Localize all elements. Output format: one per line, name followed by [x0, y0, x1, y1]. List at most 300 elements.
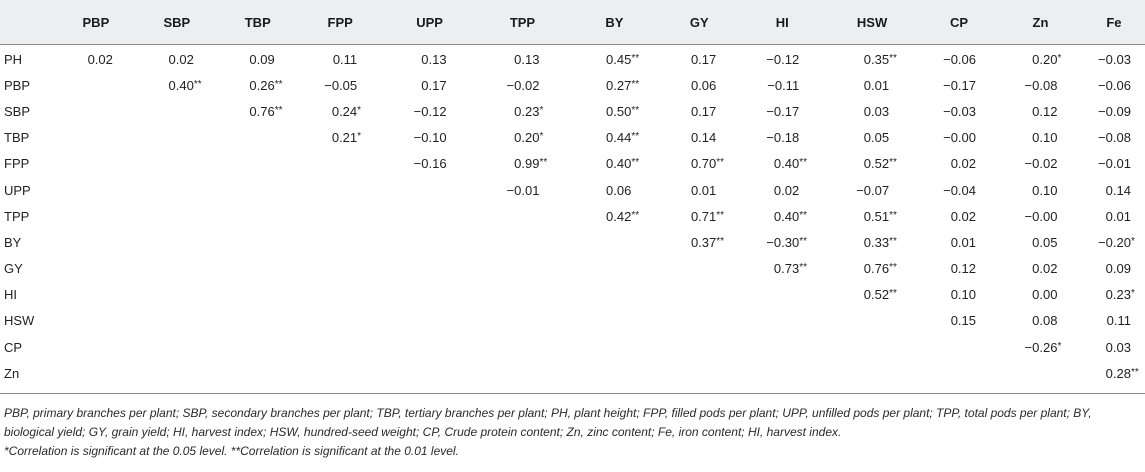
correlation-value: −0.18 — [766, 130, 800, 146]
correlation-value: 0.02 — [950, 208, 977, 224]
correlation-value: −0.01 — [1098, 156, 1131, 172]
correlation-cell — [998, 256, 1083, 282]
correlation-value: −0.06 — [1098, 77, 1131, 93]
correlation-cell — [920, 151, 998, 177]
correlation-value: 0.20 — [1032, 51, 1058, 67]
correlation-cell — [824, 334, 920, 360]
correlation-value: 0.42 — [606, 208, 632, 224]
correlation-cell — [220, 360, 296, 386]
correlation-cell — [296, 360, 385, 386]
correlation-value: −0.02 — [1024, 156, 1058, 172]
correlation-value: 0.17 — [690, 103, 717, 119]
correlation-cell — [1083, 125, 1145, 151]
correlation-value: 0.08 — [1032, 313, 1058, 329]
corner-header — [0, 0, 58, 44]
significance-mark: * — [539, 131, 544, 143]
correlation-cell — [475, 151, 571, 177]
correlation-cell — [658, 229, 740, 255]
correlation-cell — [998, 72, 1083, 98]
correlation-value: 0.10 — [950, 287, 977, 303]
correlation-cell — [740, 308, 824, 334]
correlation-cell — [658, 72, 740, 98]
table-header-row — [0, 0, 1145, 44]
correlation-cell — [58, 177, 134, 203]
correlation-value: 0.01 — [863, 77, 890, 93]
correlation-cell — [1083, 308, 1145, 334]
correlation-value: 0.02 — [950, 156, 977, 172]
correlation-cell — [220, 177, 296, 203]
correlation-cell — [920, 282, 998, 308]
correlation-cell — [220, 151, 296, 177]
table-row — [0, 44, 1145, 72]
correlation-value: −0.26 — [1024, 339, 1058, 355]
correlation-cell — [58, 229, 134, 255]
significance-mark: ** — [799, 157, 807, 169]
correlation-value: −0.01 — [506, 182, 540, 198]
row-label: TPP — [4, 208, 30, 224]
correlation-cell — [220, 334, 296, 360]
correlation-cell — [58, 256, 134, 282]
significance-mark: ** — [1130, 366, 1139, 378]
correlation-cell — [220, 282, 296, 308]
correlation-value: −0.04 — [943, 182, 977, 198]
correlation-value: −0.12 — [413, 103, 447, 119]
correlation-cell — [920, 177, 998, 203]
correlation-cell — [220, 44, 296, 72]
table-row — [0, 256, 1145, 282]
column-header-tpp: TPP — [509, 14, 536, 30]
correlation-value: 0.02 — [168, 51, 194, 67]
column-header-pbp: PBP — [82, 14, 110, 30]
correlation-cell — [385, 151, 475, 177]
correlation-value: −0.03 — [943, 103, 977, 119]
table-row — [0, 151, 1145, 177]
correlation-cell — [296, 203, 385, 229]
correlation-value: 0.17 — [690, 51, 717, 67]
correlation-cell — [570, 229, 658, 255]
significance-mark: ** — [631, 52, 640, 64]
correlation-value: 0.03 — [1105, 339, 1131, 355]
correlation-cell — [920, 334, 998, 360]
correlation-cell — [998, 360, 1083, 386]
correlation-cell — [475, 334, 571, 360]
correlation-cell — [1083, 72, 1145, 98]
correlation-cell — [740, 282, 824, 308]
column-header-by: BY — [605, 14, 624, 30]
row-label: PBP — [4, 77, 31, 93]
correlation-cell — [134, 308, 220, 334]
correlation-cell — [58, 44, 134, 72]
correlation-cell — [134, 125, 220, 151]
correlation-cell — [385, 229, 475, 255]
correlation-cell — [1083, 360, 1145, 386]
correlation-value: 0.40 — [773, 208, 800, 224]
correlation-value: 0.12 — [950, 261, 977, 277]
table-row — [0, 98, 1145, 124]
row-label: HI — [4, 287, 17, 303]
correlation-cell — [570, 203, 658, 229]
correlation-value: 0.23 — [514, 103, 540, 119]
significance-mark: ** — [631, 131, 640, 143]
correlation-cell — [58, 151, 134, 177]
correlation-cell — [475, 308, 571, 334]
table-row — [0, 360, 1145, 386]
correlation-value: −0.09 — [1098, 103, 1131, 119]
correlation-value: 0.37 — [690, 234, 717, 250]
significance-mark: ** — [274, 104, 283, 116]
correlation-cell — [658, 334, 740, 360]
correlation-cell — [1083, 282, 1145, 308]
correlation-value: 0.09 — [1105, 261, 1131, 277]
correlation-cell — [475, 98, 571, 124]
correlation-cell — [134, 282, 220, 308]
correlation-value: −0.03 — [1098, 51, 1131, 67]
correlation-value: 0.01 — [1105, 208, 1131, 224]
correlation-cell — [475, 203, 571, 229]
correlation-cell — [220, 203, 296, 229]
correlation-cell — [570, 151, 658, 177]
correlation-cell — [824, 229, 920, 255]
correlation-cell — [1083, 177, 1145, 203]
correlation-cell — [58, 125, 134, 151]
correlation-cell — [570, 308, 658, 334]
correlation-cell — [220, 229, 296, 255]
correlation-value: 0.13 — [514, 51, 540, 67]
correlation-value: 0.76 — [863, 261, 890, 277]
correlation-cell — [385, 360, 475, 386]
column-header-hi: HI — [775, 14, 789, 30]
correlation-value: 0.71 — [690, 208, 717, 224]
correlation-cell — [134, 360, 220, 386]
significance-mark: ** — [631, 104, 640, 116]
correlation-value: 0.70 — [690, 156, 717, 172]
correlation-value: −0.30 — [766, 234, 800, 250]
correlation-cell — [740, 72, 824, 98]
correlation-value: −0.00 — [943, 130, 977, 146]
correlation-cell — [385, 72, 475, 98]
correlation-cell — [1083, 151, 1145, 177]
correlation-cell — [824, 256, 920, 282]
correlation-cell — [998, 98, 1083, 124]
correlation-value: −0.16 — [413, 156, 447, 172]
correlation-cell — [998, 151, 1083, 177]
correlation-cell — [920, 229, 998, 255]
correlation-value: −0.07 — [856, 182, 890, 198]
column-header-gy: GY — [689, 14, 709, 30]
correlation-cell — [824, 282, 920, 308]
significance-mark: * — [1057, 52, 1062, 64]
correlation-value: 0.09 — [249, 51, 275, 67]
significance-mark: ** — [716, 209, 725, 221]
significance-mark: * — [357, 104, 362, 116]
correlation-cell — [220, 72, 296, 98]
correlation-value: 0.03 — [863, 103, 890, 119]
correlation-value: 0.40 — [168, 77, 194, 93]
correlation-value: 0.40 — [773, 156, 800, 172]
correlation-cell — [296, 282, 385, 308]
correlation-value: 0.23 — [1105, 287, 1131, 303]
correlation-cell — [998, 125, 1083, 151]
correlation-cell — [385, 44, 475, 72]
significance-mark: ** — [193, 78, 202, 90]
correlation-value: −0.06 — [943, 51, 977, 67]
correlation-value: 0.45 — [606, 51, 632, 67]
correlation-cell — [296, 177, 385, 203]
correlation-value: 0.51 — [863, 208, 890, 224]
correlation-value: 0.40 — [606, 156, 632, 172]
correlation-value: 0.10 — [1032, 130, 1058, 146]
correlation-cell — [296, 98, 385, 124]
significance-mark: * — [1057, 340, 1062, 352]
row-label: UPP — [4, 182, 31, 198]
significance-mark: * — [1130, 288, 1135, 300]
correlation-value: 0.11 — [332, 51, 358, 67]
column-header-sbp: SBP — [163, 14, 191, 30]
correlation-cell — [475, 229, 571, 255]
correlation-value: 0.50 — [606, 103, 632, 119]
correlation-cell — [824, 308, 920, 334]
correlation-cell — [570, 72, 658, 98]
correlation-cell — [385, 334, 475, 360]
correlation-cell — [385, 308, 475, 334]
correlation-cell — [658, 256, 740, 282]
correlation-cell — [658, 125, 740, 151]
column-header-fe: Fe — [1106, 14, 1122, 30]
correlation-cell — [475, 72, 571, 98]
correlation-cell — [998, 308, 1083, 334]
correlation-cell — [58, 72, 134, 98]
row-label: CP — [4, 339, 23, 355]
correlation-value: −0.08 — [1098, 130, 1131, 146]
correlation-cell — [998, 282, 1083, 308]
table-row — [0, 72, 1145, 98]
table-row — [0, 229, 1145, 255]
significance-mark: ** — [799, 209, 807, 221]
correlation-value: 0.05 — [1032, 234, 1058, 250]
correlation-cell — [740, 334, 824, 360]
row-label: FPP — [4, 156, 30, 172]
correlation-cell — [740, 256, 824, 282]
correlation-cell — [998, 229, 1083, 255]
correlation-cell — [658, 44, 740, 72]
correlation-value: −0.17 — [943, 77, 977, 93]
correlation-cell — [296, 308, 385, 334]
correlation-cell — [220, 256, 296, 282]
correlation-cell — [134, 177, 220, 203]
correlation-cell — [920, 203, 998, 229]
significance-mark: ** — [631, 78, 640, 90]
correlation-cell — [296, 334, 385, 360]
correlation-value: 0.10 — [1032, 182, 1058, 198]
significance-mark: ** — [889, 288, 897, 300]
significance-mark: * — [1130, 235, 1135, 247]
correlation-cell — [220, 125, 296, 151]
correlation-value: 0.27 — [606, 77, 632, 93]
correlation-cell — [920, 308, 998, 334]
row-label: PH — [4, 51, 23, 67]
correlation-value: 0.52 — [863, 156, 890, 172]
correlation-cell — [658, 308, 740, 334]
correlation-value: 0.76 — [249, 103, 275, 119]
correlation-value: 0.15 — [950, 313, 977, 329]
correlation-cell — [740, 151, 824, 177]
correlation-cell — [920, 44, 998, 72]
significance-mark: ** — [889, 157, 897, 169]
correlation-value: 0.00 — [1032, 287, 1058, 303]
correlation-cell — [58, 360, 134, 386]
correlation-cell — [740, 203, 824, 229]
column-header-zn: Zn — [1032, 14, 1049, 30]
correlation-value: −0.08 — [1024, 77, 1058, 93]
significance-mark: ** — [274, 78, 283, 90]
significance-note: *Correlation is significant at the 0.05 level. **Correlation is significant at the 0.01 level. — [4, 444, 459, 458]
correlation-cell — [570, 256, 658, 282]
correlation-cell — [296, 256, 385, 282]
correlation-value: −0.00 — [1024, 208, 1058, 224]
correlation-value: 0.73 — [773, 261, 800, 277]
table-row — [0, 308, 1145, 334]
correlation-cell — [570, 177, 658, 203]
correlation-value: 0.06 — [690, 77, 717, 93]
significance-mark: ** — [889, 262, 897, 274]
correlation-cell — [570, 98, 658, 124]
correlation-value: 0.02 — [87, 51, 113, 67]
correlation-value: 0.14 — [690, 130, 717, 146]
correlation-cell — [296, 72, 385, 98]
row-label: BY — [4, 234, 22, 250]
correlation-cell — [658, 98, 740, 124]
correlation-cell — [740, 125, 824, 151]
correlation-cell — [658, 151, 740, 177]
significance-mark: ** — [889, 209, 897, 221]
correlation-cell — [658, 177, 740, 203]
significance-mark: * — [357, 131, 362, 143]
correlation-cell — [824, 125, 920, 151]
table-row — [0, 177, 1145, 203]
correlation-value: 0.02 — [1032, 261, 1058, 277]
column-header-upp: UPP — [416, 14, 443, 30]
correlation-value: 0.21 — [331, 130, 358, 146]
correlation-cell — [58, 282, 134, 308]
correlation-cell — [998, 44, 1083, 72]
correlation-cell — [824, 44, 920, 72]
correlation-cell — [658, 203, 740, 229]
correlation-cell — [58, 98, 134, 124]
correlation-value: −0.17 — [766, 103, 800, 119]
significance-mark: ** — [889, 235, 897, 247]
correlation-cell — [1083, 203, 1145, 229]
correlation-cell — [998, 177, 1083, 203]
correlation-cell — [998, 203, 1083, 229]
correlation-value: 0.17 — [421, 77, 447, 93]
correlation-cell — [475, 177, 571, 203]
correlation-cell — [475, 44, 571, 72]
correlation-cell — [296, 229, 385, 255]
correlation-cell — [570, 44, 658, 72]
correlation-value: −0.05 — [324, 77, 358, 93]
column-header-cp: CP — [949, 14, 969, 30]
correlation-value: 0.06 — [606, 182, 632, 198]
correlation-value: 0.12 — [1032, 103, 1058, 119]
correlation-cell — [134, 72, 220, 98]
table-row — [0, 282, 1145, 308]
correlation-value: 0.24 — [331, 103, 358, 119]
correlation-cell — [385, 203, 475, 229]
correlation-value: 0.99 — [514, 156, 540, 172]
correlation-cell — [220, 308, 296, 334]
correlation-value: 0.26 — [249, 77, 275, 93]
correlation-value: 0.05 — [863, 130, 890, 146]
correlation-cell — [920, 360, 998, 386]
correlation-cell — [1083, 229, 1145, 255]
correlation-cell — [658, 360, 740, 386]
row-label: Zn — [4, 365, 20, 381]
column-header-tbp: TBP — [244, 14, 271, 30]
correlation-cell — [920, 125, 998, 151]
correlation-cell — [1083, 256, 1145, 282]
correlation-cell — [385, 177, 475, 203]
correlation-cell — [920, 256, 998, 282]
correlation-cell — [58, 308, 134, 334]
correlation-cell — [824, 98, 920, 124]
correlation-cell — [220, 98, 296, 124]
correlation-value: −0.02 — [506, 77, 540, 93]
table-row — [0, 125, 1145, 151]
correlation-cell — [134, 203, 220, 229]
correlation-cell — [824, 151, 920, 177]
correlation-cell — [475, 282, 571, 308]
correlation-cell — [740, 98, 824, 124]
significance-mark: ** — [539, 157, 548, 169]
significance-mark: ** — [716, 157, 725, 169]
correlation-cell — [824, 177, 920, 203]
table-row — [0, 203, 1145, 229]
correlation-cell — [740, 360, 824, 386]
correlation-value: 0.11 — [1106, 313, 1131, 329]
correlation-cell — [475, 256, 571, 282]
table-row — [0, 334, 1145, 360]
correlation-cell — [920, 98, 998, 124]
row-label: HSW — [4, 313, 35, 329]
correlation-cell — [58, 334, 134, 360]
significance-mark: ** — [631, 157, 640, 169]
correlation-cell — [296, 125, 385, 151]
correlation-cell — [570, 125, 658, 151]
correlation-value: 0.28 — [1105, 365, 1131, 381]
correlation-cell — [296, 151, 385, 177]
correlation-value: 0.35 — [863, 51, 890, 67]
correlation-cell — [824, 360, 920, 386]
significance-mark: * — [539, 104, 544, 116]
correlation-cell — [58, 203, 134, 229]
column-header-fpp: FPP — [327, 14, 353, 30]
correlation-cell — [475, 360, 571, 386]
table-bottom-rule — [0, 393, 1145, 394]
correlation-cell — [134, 151, 220, 177]
correlation-cell — [134, 44, 220, 72]
correlation-value: 0.01 — [950, 234, 977, 250]
correlation-cell — [134, 229, 220, 255]
column-header-hsw: HSW — [856, 14, 888, 30]
correlation-cell — [134, 98, 220, 124]
correlation-cell — [1083, 334, 1145, 360]
significance-mark: ** — [631, 209, 640, 221]
correlation-value: −0.12 — [766, 51, 800, 67]
correlation-cell — [1083, 98, 1145, 124]
correlation-cell — [740, 177, 824, 203]
correlation-cell — [570, 334, 658, 360]
correlation-value: −0.11 — [767, 77, 800, 93]
